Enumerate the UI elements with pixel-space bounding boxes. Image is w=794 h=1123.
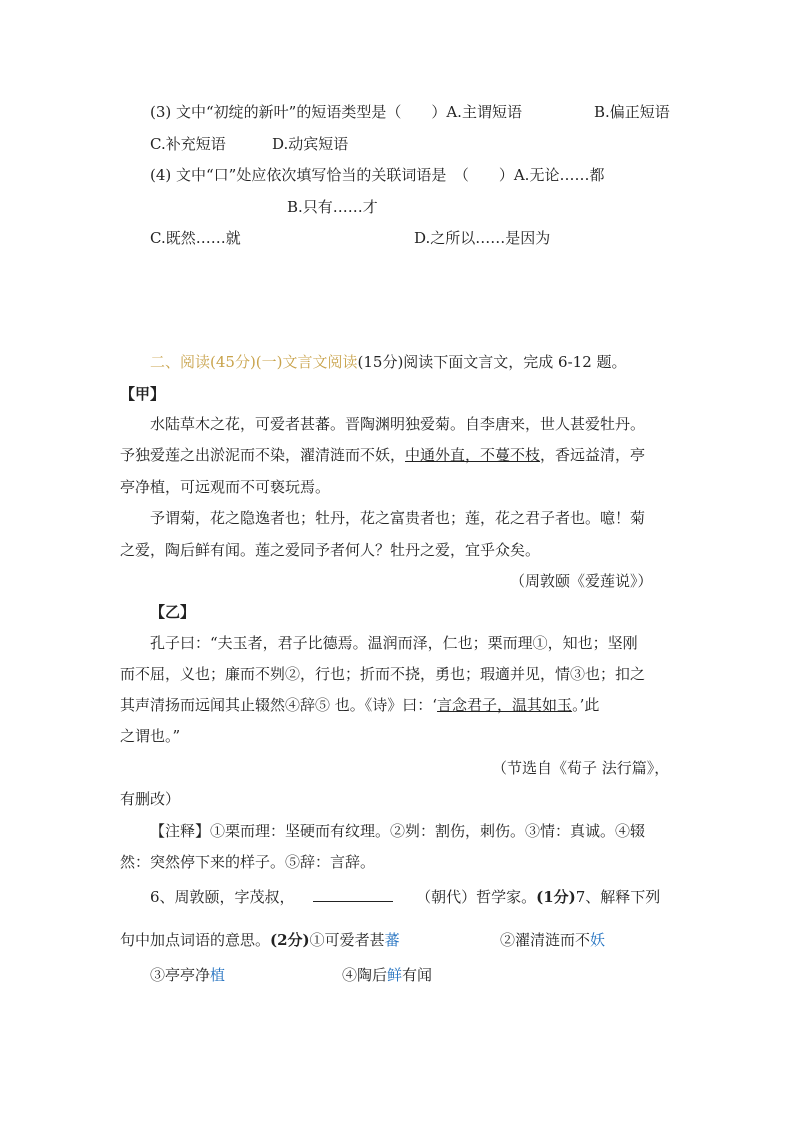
jia-p1-line2-a: 予独爱莲之出淤泥而不染，濯清涟而不妖，	[120, 446, 406, 464]
jia-p2-line2: 之爱，陶后鲜有闻。莲之爱同予者何人？牡丹之爱，宜乎众矣。	[120, 541, 541, 559]
q6-line	[150, 887, 660, 907]
q4-option-d: D.之所以……是因为	[414, 229, 551, 247]
yi-line3-b: 。’此	[572, 696, 600, 714]
jia-p1-line1: 水陆草木之花，可爱者甚蕃。晋陶渊明独爱菊。自李唐来，世人甚爱牡丹。	[150, 415, 646, 433]
q3-option-d: D.动宾短语	[272, 135, 349, 153]
notes-line2: 然：突然停下来的样子。⑤辞：言辞。	[120, 853, 376, 871]
yi-line4: 之谓也。”	[120, 727, 181, 745]
q7-item4-c: 有闻	[402, 966, 433, 984]
yi-source-line2: 有删改）	[120, 790, 181, 808]
q7-item1-a: ①可爱者甚	[309, 931, 385, 949]
jia-p2-line1: 予谓菊，花之隐逸者也；牡丹，花之富贵者也；莲，花之君子者也。噫！菊	[150, 509, 646, 527]
q4-option-c: C.既然……就	[150, 229, 241, 247]
section-instruction: (15分)阅读下面文言文，完成 6-12 题。	[357, 353, 627, 371]
q6-stem-a: 6、周敦颐，字茂叔，	[150, 888, 295, 906]
q7-item3-a: ③亭亭净	[150, 966, 211, 984]
q6-score: (1分)	[536, 888, 576, 906]
q4-option-b: B.只有……才	[287, 198, 378, 216]
q3-option-b: B.偏正短语	[594, 103, 670, 121]
yi-label: 【乙】	[150, 603, 196, 621]
jia-p1-line2	[120, 445, 645, 465]
yi-line3	[120, 695, 599, 715]
q7-item2-a: ②濯清涟而不	[500, 931, 591, 949]
q4-stem: (4) 文中“口”处应依次填写恰当的关联词语是 （ ）A.无论……都	[150, 166, 605, 184]
yi-underlined-phrase: 言念君子，温其如玉	[437, 696, 573, 714]
yi-line3-a: 其声清扬而远闻其止辍然④辞⑤ 也。《诗》曰：‘	[120, 696, 438, 714]
q7-item1-dotted-word: 蕃	[384, 931, 400, 949]
q7-item2	[500, 930, 605, 950]
jia-label: 【甲】	[120, 385, 166, 403]
q7-line1	[120, 930, 400, 950]
q7-item3-dotted-word: 植	[210, 966, 226, 984]
q7-item2-dotted-word: 妖	[590, 931, 606, 949]
q3-option-c: C.补充短语	[150, 135, 226, 153]
q7-start: 7、解释下列	[575, 888, 661, 906]
jia-p1-line3: 亭净植，可远观而不可亵玩焉。	[120, 478, 331, 496]
q7-item3	[150, 965, 225, 985]
section-heading	[150, 352, 627, 372]
yi-line1: 孔子曰：“夫玉者，君子比德焉。温润而泽，仁也；栗而理①，知也；坚刚	[150, 634, 638, 652]
q7-score: (2分)	[270, 931, 310, 949]
q3-stem: (3) 文中“初绽的新叶”的短语类型是（ ）A.主谓短语	[150, 103, 522, 121]
q6-answer-blank[interactable]	[313, 887, 393, 902]
q7-item4	[342, 965, 432, 985]
yi-line2: 而不屈，义也；廉而不刿②，行也；折而不挠，勇也；瑕適并见，情③也；扣之	[120, 665, 646, 683]
q6-stem-b: （朝代）哲学家。	[416, 888, 537, 906]
notes-line1: 【注释】①栗而理：坚硬而有纹理。②刿：割伤，刺伤。③情：真诚。④辍	[150, 822, 646, 840]
jia-source: （周敦颐《爱莲说》）	[510, 572, 653, 590]
q7-stem: 句中加点词语的意思。	[120, 931, 271, 949]
jia-underlined-phrase: 中通外直，不蔓不枝	[405, 446, 541, 464]
q7-item4-dotted-word: 鲜	[387, 966, 403, 984]
yi-source-line1: （节选自《荀子 法行篇》，	[492, 759, 670, 777]
jia-p1-line2-b: ，香远益清，亭	[540, 446, 646, 464]
q7-item4-a: ④陶后	[342, 966, 388, 984]
section-title: 二、阅读(45分)(一)文言文阅读	[150, 353, 358, 371]
